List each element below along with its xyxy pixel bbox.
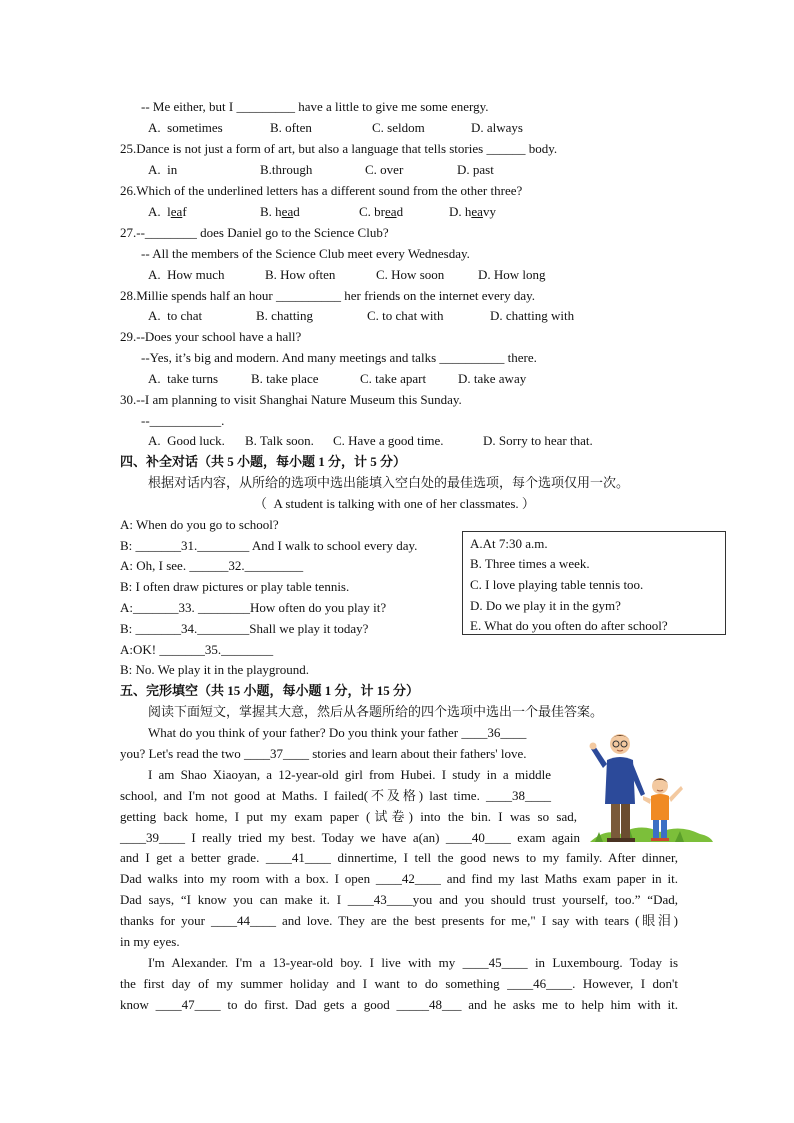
q29-answer-line: --Yes, it’s big and modern. And many meetings and talks __________ there. (141, 350, 537, 365)
passage-line: the first day of my summer holiday and I want to do something ____46____. However, I don't (120, 976, 678, 991)
dialogue-line: A: When do you go to school? (120, 517, 279, 532)
q30-option-c: C. Have a good time. (333, 433, 444, 448)
passage-line: school, and I'm not good at Maths. I failed(不及格) last time. ____38____ (120, 788, 551, 803)
father-son-illustration (585, 724, 715, 848)
dialogue-option: D. Do we play it in the gym? (470, 598, 621, 613)
q24-option-d: D. always (471, 120, 523, 135)
q29-line: 29.--Does your school have a hall? (120, 329, 302, 344)
q30-answer-line: --___________. (141, 413, 225, 428)
q27-answer-line: -- All the members of the Science Club meet every Wednesday. (141, 246, 470, 261)
q24-option-a: A. sometimes (148, 120, 223, 135)
q26-option-a: A. leaf (148, 204, 187, 219)
section4-instruction: 根据对话内容，从所给的选项中选出能填入空白处的最佳选项，每个选项仅用一次。 (148, 475, 630, 490)
dialogue-line: A:_______33. ________How often do you play it? (120, 600, 387, 615)
dialogue-options-box (462, 531, 726, 635)
father-figure (590, 734, 646, 842)
q26-line: 26.Which of the underlined letters has a different sound from the other three? (120, 183, 523, 198)
q25-option-c: C. over (365, 162, 404, 177)
dialogue-line: B: I often draw pictures or play table tennis. (120, 579, 350, 594)
q30-line: 30.--I am planning to visit Shanghai Nature Museum this Sunday. (120, 392, 462, 407)
q27-line: 27.--________ does Daniel go to the Science Club? (120, 225, 389, 240)
passage-line: getting back home, I put my exam paper (试卷) into the bin. I was so sad, (120, 809, 577, 824)
dialogue-line: B: No. We play it in the playground. (120, 662, 309, 677)
q27-option-b: B. How often (265, 267, 336, 282)
q29-option-d: D. take away (458, 371, 527, 386)
dialogue-option: B. Three times a week. (470, 556, 590, 571)
dialogue-line: A:OK! _______35.________ (120, 642, 274, 657)
passage-line: and I get a better grade. ____41____ dinnertime, I tell the good news to my family. After dinner, (120, 850, 678, 865)
passage-line: I'm Alexander. I'm a 13-year-old boy. I live with my ____45____ in Luxembourg. Today is (148, 955, 678, 970)
q24-line: -- Me either, but I _________ have a little to give me some energy. (141, 99, 489, 114)
q25-line: 25.Dance is not just a form of art, but also a language that tells stories ______ body. (120, 141, 558, 156)
section4-heading: 四、补全对话（共 5 小题，每小题 1 分，计 5 分） (120, 454, 407, 469)
q28-option-d: D. chatting with (490, 308, 575, 323)
dialogue-option: C. I love playing table tennis too. (470, 577, 644, 592)
dialogue-option: E. What do you often do after school? (470, 618, 668, 633)
q29-option-a: A. take turns (148, 371, 219, 386)
q29-option-c: C. take apart (360, 371, 427, 386)
q27-option-d: D. How long (478, 267, 546, 282)
q27-option-a: A. How much (148, 267, 225, 282)
passage-line: Dad says, “I know you can make it. I ____43____you and you should trust yourself, too.” “Dad, (120, 892, 678, 907)
section5-instruction: 阅读下面短文，掌握其大意，然后从各题所给的四个选项中选出一个最佳答案。 (148, 704, 604, 719)
passage-line: Dad walks into my room with a box. I open ____42____ and find my last Maths exam paper in it. (120, 871, 678, 886)
q30-option-d: D. Sorry to hear that. (483, 433, 593, 448)
passage-line: know ____47____ to do first. Dad gets a good _____48___ and he asks me to help him with it. (120, 997, 678, 1012)
q26-option-c: C. bread (359, 204, 404, 219)
passage-line: you? Let's read the two ____37____ stories and learn about their fathers' love. (120, 746, 527, 761)
q28-option-b: B. chatting (256, 308, 314, 323)
dialogue-line: A: Oh, I see. ______32._________ (120, 558, 304, 573)
passage-line: I am Shao Xiaoyan, a 12-year-old girl from Hubei. I study in a middle (148, 767, 551, 782)
dialogue-option: A.At 7:30 a.m. (470, 536, 548, 551)
q27-option-c: C. How soon (376, 267, 445, 282)
q24-option-c: C. seldom (372, 120, 425, 135)
q30-option-b: B. Talk soon. (245, 433, 314, 448)
passage-line: in my eyes. (120, 934, 180, 949)
q29-option-b: B. take place (251, 371, 319, 386)
q28-line: 28.Millie spends half an hour __________ her friends on the internet every day. (120, 288, 536, 303)
section4-context: （ A student is talking with one of her classmates. ） (254, 496, 535, 511)
q25-option-b: B.through (260, 162, 313, 177)
dialogue-line: B: _______34.________Shall we play it today? (120, 621, 369, 636)
q25-option-a: A. in (148, 162, 178, 177)
passage-line: What do you think of your father? Do you think your father ____36____ (148, 725, 527, 740)
q30-option-a: A. Good luck. (148, 433, 225, 448)
section5-heading: 五、完形填空（共 15 小题，每小题 1 分，计 15 分） (120, 683, 420, 698)
q25-option-d: D. past (457, 162, 494, 177)
q26-option-d: D. heavy (449, 204, 496, 219)
passage-line: ____39____ I really tried my best. Today we have a(an) ____40____ exam again (120, 830, 580, 845)
q28-option-c: C. to chat with (367, 308, 444, 323)
q28-option-a: A. to chat (148, 308, 203, 323)
dialogue-line: B: _______31.________ And I walk to school every day. (120, 538, 418, 553)
q26-option-b: B. head (260, 204, 300, 219)
passage-line: thanks for your ____44____ and love. They are the best presents for me," I say with tears (眼泪) (120, 913, 678, 928)
q24-option-b: B. often (270, 120, 312, 135)
